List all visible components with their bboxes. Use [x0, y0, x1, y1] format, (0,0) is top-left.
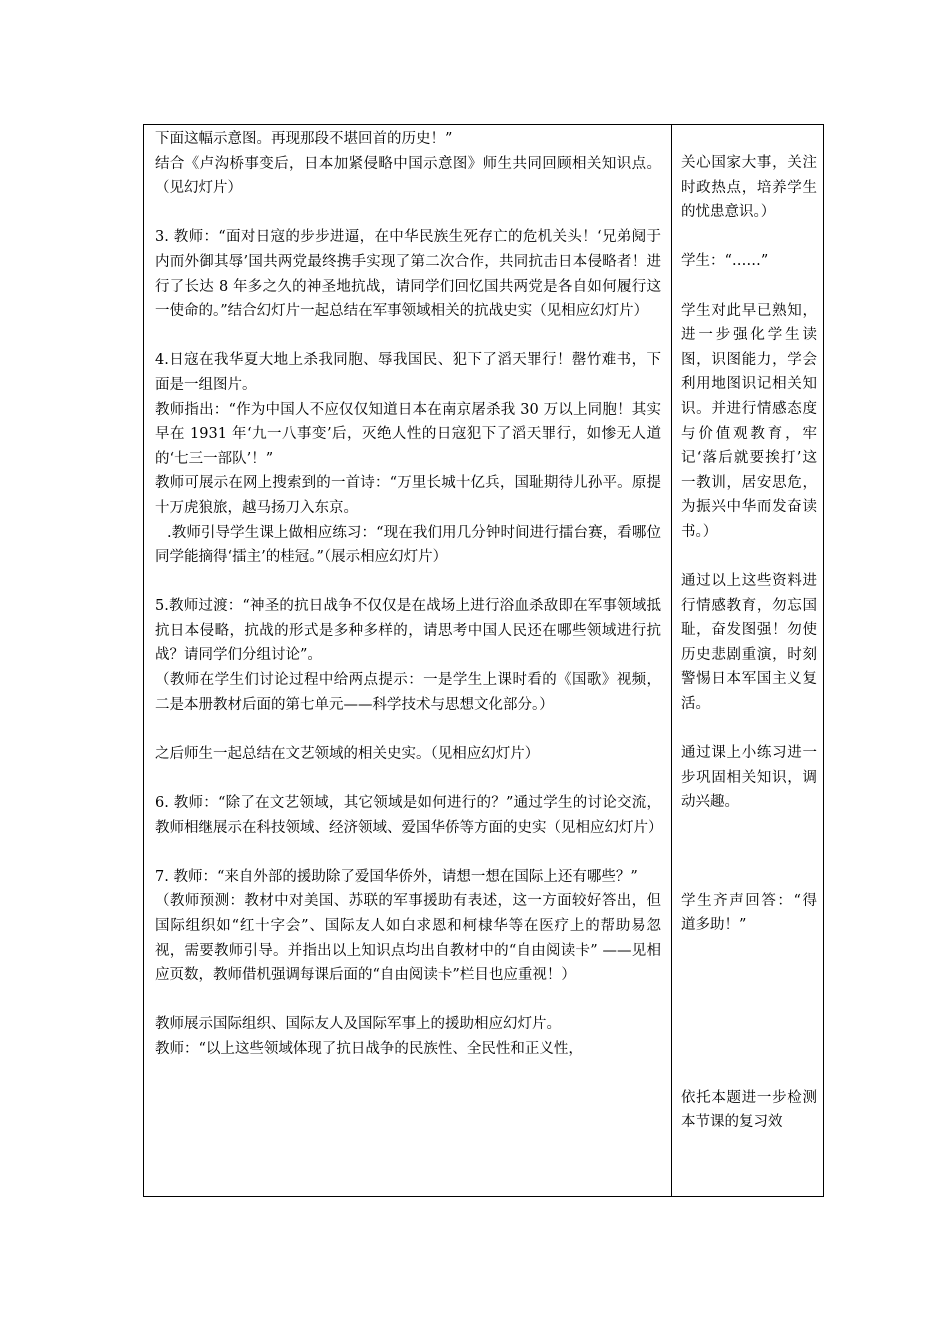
paragraph: 3. 教师：“面对日寇的步步进逼，在中华民族生死存亡的危机关头！‘兄弟阋于内而外御其辱’国共两党最终携手实现了第二次合作，共同抗击日本侵略者！进行了长达 8 年多之久的神圣地抗战，请同学们回忆国共两党是各自如何履行这一使命的。”结合幻灯片一起总结在军事领域相关的抗战史实（见相应幻灯片）	[155, 229, 661, 320]
paragraph: 教师指出：“作为中国人不应仅仅知道日本在南京屠杀我 30 万以上同胞！其实早在 1931 年‘九一八事变’后，灭绝人性的日寇犯下了滔天罪行，如惨无人道的‘七三一部队’！”	[155, 401, 661, 467]
paragraph: 之后师生一起总结在文艺领域的相关史实。（见相应幻灯片）	[155, 745, 540, 762]
note: 依托本题进一步检测本节课的复习效	[681, 1089, 817, 1131]
column-divider	[671, 125, 672, 1196]
paragraph: 下面这幅示意图。再现那段不堪回首的历史！”	[155, 131, 453, 147]
note: 学生：“……”	[681, 253, 769, 270]
paragraph: 教师：“以上这些领域体现了抗日战争的民族性、全民性和正义性，	[155, 1040, 583, 1057]
note: 通过以上这些资料进行情感教育，勿忘国耻，奋发图强！勿使历史悲剧重演，时刻警惕日本军国主义复活。	[681, 573, 817, 713]
paragraph: （教师在学生们讨论过程中给两点提示：一是学生上课时看的《国歌》视频，二是本册教材后面的第七单元——科学技术与思想文化部分。）	[155, 672, 661, 713]
design-intent-column	[681, 151, 817, 1135]
paragraph: （教师预测：教材中对美国、苏联的军事援助有表述，这一方面较好答出，但国际组织如“红十字会”、国际友人如白求恩和柯棣华等在医疗上的帮助易忽视，需要教师引导。并指出以上知识点均出自教材中的“自由阅读卡” ——见相应页数，教师借机强调每课后面的“自由阅读卡”栏目也应重视！）	[155, 893, 661, 984]
paragraph: 7. 教师：“来自外部的援助除了爱国华侨外，请想一想在国际上还有哪些？”	[155, 868, 638, 885]
paragraph: 5.教师过渡：“神圣的抗日战争不仅仅是在战场上进行浴血杀敌即在军事领域抵抗日本侵略，抗战的形式是多种多样的，请思考中国人民还在哪些领域进行抗战？请同学们分组讨论”。	[155, 598, 661, 664]
note: 学生对此早已熟知，进一步强化学生读图，识图能力，学会利用地图识记相关知识。并进行情感态度与价值观教育，牢记‘落后就要挨打’这一教训，居安思危，为振兴中华而发奋读书。）	[681, 302, 817, 540]
lesson-plan-table	[143, 124, 824, 1197]
paragraph: 教师展示国际组织、国际友人及国际军事上的援助相应幻灯片。	[155, 1016, 561, 1033]
note: 关心国家大事，关注时政热点，培养学生的忧患意识。）	[681, 155, 817, 221]
note: 学生齐声回答：“得道多助！”	[681, 892, 817, 934]
paragraph: 4.日寇在我华夏大地上杀我同胞、辱我国民、犯下了滔天罪行！罄竹难书，下面是一组图片。	[155, 352, 661, 393]
paragraph: .教师引导学生课上做相应练习：“现在我们用几分钟时间进行擂台赛，看哪位同学能摘得‘擂主’的桂冠。”（展示相应幻灯片）	[155, 524, 661, 566]
paragraph: 结合《卢沟桥事变后，日本加紧侵略中国示意图》师生共同回顾相关知识点。（见幻灯片）	[155, 155, 661, 197]
paragraph: 6. 教师：“除了在文艺领域，其它领域是如何进行的？”通过学生的讨论交流，教师相继展示在科技领域、经济领域、爱国华侨等方面的史实（见相应幻灯片）	[155, 795, 663, 836]
note: 通过课上小练习进一步巩固相关知识，调动兴趣。	[681, 745, 817, 811]
teaching-process-column	[155, 127, 661, 1062]
paragraph: 教师可展示在网上搜索到的一首诗：“万里长城十亿兵，国耻期待儿孙平。原提十万虎狼旅，越马扬刀入东京。	[155, 475, 661, 516]
